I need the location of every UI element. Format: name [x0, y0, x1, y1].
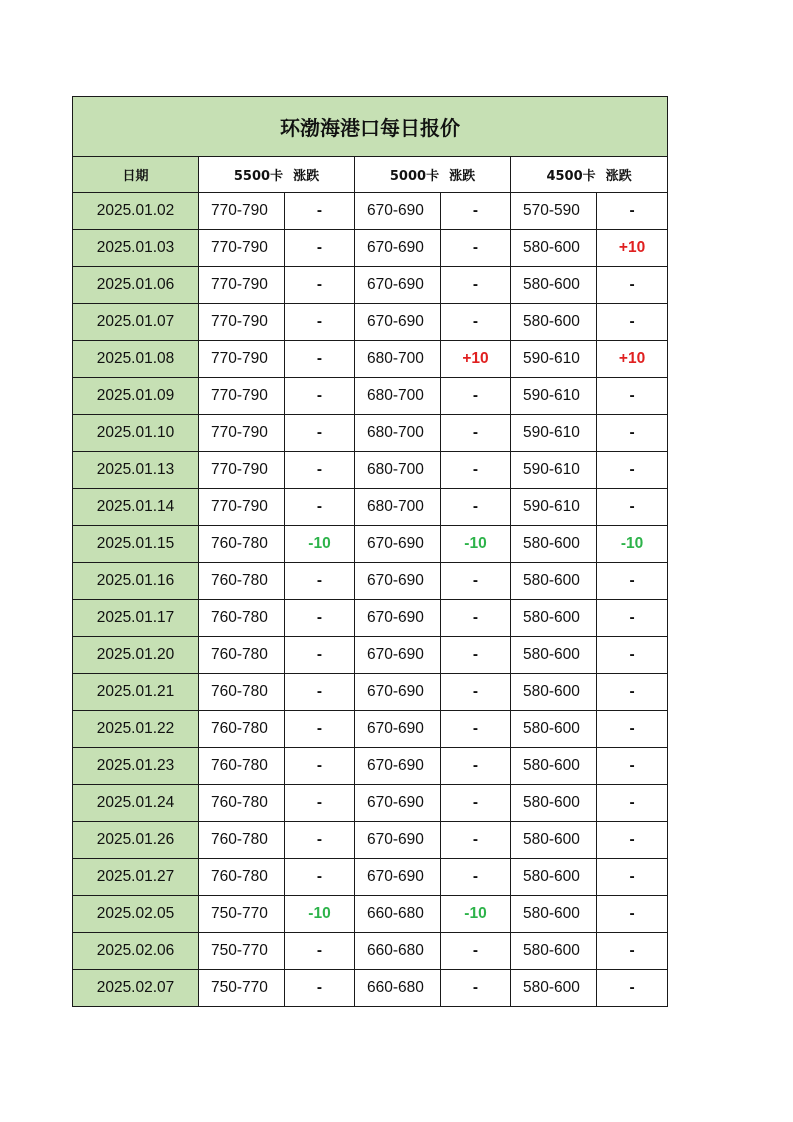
- price-5000-cell: 670-690: [355, 822, 441, 859]
- header-change-5500: 涨跌: [293, 169, 320, 184]
- date-cell: 2025.02.07: [73, 970, 199, 1007]
- table-row: [73, 970, 668, 1007]
- price-4500-cell: 590-610: [511, 415, 597, 452]
- change-4500-cell: +10: [597, 341, 668, 378]
- price-4500-cell: 590-610: [511, 489, 597, 526]
- change-5500-cell: -: [285, 563, 355, 600]
- header-grade-4500: 4500卡: [546, 169, 596, 184]
- price-4500-cell: 580-600: [511, 896, 597, 933]
- change-5000-cell: -: [441, 452, 511, 489]
- change-4500-cell: -: [597, 193, 668, 230]
- change-5500-cell: -: [285, 378, 355, 415]
- change-4500-cell: -: [597, 748, 668, 785]
- change-5000-cell: -: [441, 489, 511, 526]
- price-5000-cell: 660-680: [355, 970, 441, 1007]
- date-cell: 2025.01.26: [73, 822, 199, 859]
- table-row: [73, 785, 668, 822]
- price-4500-cell: 580-600: [511, 267, 597, 304]
- header-change-4500: 涨跌: [605, 169, 632, 184]
- price-5000-cell: 680-700: [355, 415, 441, 452]
- change-5000-cell: -: [441, 637, 511, 674]
- change-4500-cell: -: [597, 785, 668, 822]
- table-row: [73, 526, 668, 563]
- header-group-4500: [511, 157, 668, 193]
- table-row: [73, 563, 668, 600]
- price-5500-cell: 770-790: [199, 341, 285, 378]
- change-5000-cell: -: [441, 748, 511, 785]
- change-4500-cell: -: [597, 674, 668, 711]
- table-row: [73, 822, 668, 859]
- change-5000-cell: -: [441, 267, 511, 304]
- change-4500-cell: -: [597, 563, 668, 600]
- price-4500-cell: 580-600: [511, 526, 597, 563]
- price-5000-cell: 670-690: [355, 785, 441, 822]
- price-5000-cell: 670-690: [355, 600, 441, 637]
- price-5500-cell: 760-780: [199, 637, 285, 674]
- date-cell: 2025.01.02: [73, 193, 199, 230]
- price-4500-cell: 580-600: [511, 859, 597, 896]
- price-5500-cell: 760-780: [199, 785, 285, 822]
- date-cell: 2025.01.16: [73, 563, 199, 600]
- change-5500-cell: -: [285, 489, 355, 526]
- price-4500-cell: 580-600: [511, 970, 597, 1007]
- change-5500-cell: -: [285, 341, 355, 378]
- change-5500-cell: -10: [285, 526, 355, 563]
- price-4500-cell: 580-600: [511, 785, 597, 822]
- price-4500-cell: 580-600: [511, 230, 597, 267]
- change-5500-cell: -: [285, 674, 355, 711]
- change-5500-cell: -: [285, 859, 355, 896]
- price-4500-cell: 590-610: [511, 378, 597, 415]
- price-5000-cell: 670-690: [355, 711, 441, 748]
- change-5500-cell: -: [285, 970, 355, 1007]
- date-cell: 2025.02.06: [73, 933, 199, 970]
- price-5000-cell: 670-690: [355, 193, 441, 230]
- change-5000-cell: -: [441, 822, 511, 859]
- price-4500-cell: 580-600: [511, 711, 597, 748]
- table-row: [73, 637, 668, 674]
- price-4500-cell: 580-600: [511, 637, 597, 674]
- header-change-5000: 涨跌: [449, 169, 476, 184]
- header-group-5000: [355, 157, 511, 193]
- change-4500-cell: +10: [597, 230, 668, 267]
- price-5000-cell: 670-690: [355, 637, 441, 674]
- price-5000-cell: 680-700: [355, 341, 441, 378]
- change-4500-cell: -: [597, 933, 668, 970]
- table-row: [73, 230, 668, 267]
- change-5500-cell: -: [285, 230, 355, 267]
- table-row: [73, 267, 668, 304]
- change-5500-cell: -: [285, 452, 355, 489]
- date-cell: 2025.01.10: [73, 415, 199, 452]
- price-5000-cell: 670-690: [355, 230, 441, 267]
- price-5500-cell: 770-790: [199, 489, 285, 526]
- date-cell: 2025.01.22: [73, 711, 199, 748]
- price-5500-cell: 750-770: [199, 970, 285, 1007]
- table-row: [73, 674, 668, 711]
- change-5500-cell: -: [285, 193, 355, 230]
- table-title: 环渤海港口每日报价: [73, 97, 668, 157]
- change-5000-cell: -: [441, 859, 511, 896]
- table-row: [73, 748, 668, 785]
- change-5500-cell: -: [285, 933, 355, 970]
- price-5500-cell: 770-790: [199, 378, 285, 415]
- change-4500-cell: -: [597, 415, 668, 452]
- change-5000-cell: -: [441, 933, 511, 970]
- table-row: [73, 711, 668, 748]
- change-5000-cell: +10: [441, 341, 511, 378]
- table-row: [73, 304, 668, 341]
- price-5000-cell: 670-690: [355, 748, 441, 785]
- change-5500-cell: -10: [285, 896, 355, 933]
- price-5000-cell: 680-700: [355, 452, 441, 489]
- change-5000-cell: -: [441, 193, 511, 230]
- price-5500-cell: 760-780: [199, 859, 285, 896]
- table-row: [73, 415, 668, 452]
- date-cell: 2025.01.21: [73, 674, 199, 711]
- change-5000-cell: -: [441, 378, 511, 415]
- table-row: [73, 341, 668, 378]
- price-5500-cell: 770-790: [199, 230, 285, 267]
- header-grade-5000: 5000卡: [389, 169, 440, 184]
- table-body: [73, 193, 668, 1007]
- price-5000-cell: 670-690: [355, 563, 441, 600]
- change-5000-cell: -10: [441, 896, 511, 933]
- price-4500-cell: 580-600: [511, 304, 597, 341]
- change-5000-cell: -: [441, 711, 511, 748]
- price-5000-cell: 670-690: [355, 526, 441, 563]
- price-4500-cell: 570-590: [511, 193, 597, 230]
- change-5000-cell: -: [441, 785, 511, 822]
- date-cell: 2025.01.08: [73, 341, 199, 378]
- header-grade-5500: 5500卡: [233, 169, 284, 184]
- change-4500-cell: -: [597, 822, 668, 859]
- table-row: [73, 600, 668, 637]
- header-date: 日期: [73, 157, 199, 193]
- table-row: [73, 489, 668, 526]
- date-cell: 2025.01.03: [73, 230, 199, 267]
- change-4500-cell: -: [597, 600, 668, 637]
- price-5500-cell: 750-770: [199, 896, 285, 933]
- price-4500-cell: 580-600: [511, 674, 597, 711]
- price-4500-cell: 580-600: [511, 600, 597, 637]
- price-5500-cell: 770-790: [199, 452, 285, 489]
- change-4500-cell: -: [597, 304, 668, 341]
- date-cell: 2025.02.05: [73, 896, 199, 933]
- date-cell: 2025.01.07: [73, 304, 199, 341]
- date-cell: 2025.01.17: [73, 600, 199, 637]
- date-cell: 2025.01.13: [73, 452, 199, 489]
- change-4500-cell: -: [597, 896, 668, 933]
- change-5000-cell: -: [441, 304, 511, 341]
- price-5000-cell: 670-690: [355, 267, 441, 304]
- change-5000-cell: -: [441, 230, 511, 267]
- change-4500-cell: -10: [597, 526, 668, 563]
- price-4500-cell: 580-600: [511, 933, 597, 970]
- change-5000-cell: -10: [441, 526, 511, 563]
- price-5000-cell: 680-700: [355, 378, 441, 415]
- change-4500-cell: -: [597, 637, 668, 674]
- change-5000-cell: -: [441, 600, 511, 637]
- change-5500-cell: -: [285, 748, 355, 785]
- header-group-5500: [199, 157, 355, 193]
- change-4500-cell: -: [597, 489, 668, 526]
- price-5500-cell: 760-780: [199, 822, 285, 859]
- change-5500-cell: -: [285, 415, 355, 452]
- price-table: [72, 96, 668, 1007]
- table-row: [73, 452, 668, 489]
- change-4500-cell: -: [597, 452, 668, 489]
- change-5500-cell: -: [285, 304, 355, 341]
- price-5500-cell: 770-790: [199, 193, 285, 230]
- change-4500-cell: -: [597, 711, 668, 748]
- date-cell: 2025.01.24: [73, 785, 199, 822]
- price-4500-cell: 590-610: [511, 452, 597, 489]
- price-5500-cell: 770-790: [199, 304, 285, 341]
- table-row: [73, 378, 668, 415]
- table-row: [73, 193, 668, 230]
- price-5500-cell: 760-780: [199, 526, 285, 563]
- date-cell: 2025.01.09: [73, 378, 199, 415]
- price-5500-cell: 770-790: [199, 267, 285, 304]
- change-5500-cell: -: [285, 637, 355, 674]
- date-cell: 2025.01.20: [73, 637, 199, 674]
- price-4500-cell: 590-610: [511, 341, 597, 378]
- date-cell: 2025.01.15: [73, 526, 199, 563]
- change-4500-cell: -: [597, 859, 668, 896]
- table-row: [73, 859, 668, 896]
- price-5500-cell: 760-780: [199, 600, 285, 637]
- price-5500-cell: 760-780: [199, 674, 285, 711]
- change-5500-cell: -: [285, 711, 355, 748]
- price-5500-cell: 760-780: [199, 563, 285, 600]
- price-5000-cell: 680-700: [355, 489, 441, 526]
- price-5500-cell: 760-780: [199, 748, 285, 785]
- change-5500-cell: -: [285, 267, 355, 304]
- change-5000-cell: -: [441, 563, 511, 600]
- price-5500-cell: 760-780: [199, 711, 285, 748]
- date-cell: 2025.01.23: [73, 748, 199, 785]
- price-4500-cell: 580-600: [511, 748, 597, 785]
- change-4500-cell: -: [597, 970, 668, 1007]
- table-row: [73, 896, 668, 933]
- change-5000-cell: -: [441, 970, 511, 1007]
- price-4500-cell: 580-600: [511, 563, 597, 600]
- change-5500-cell: -: [285, 600, 355, 637]
- date-cell: 2025.01.27: [73, 859, 199, 896]
- change-5500-cell: -: [285, 785, 355, 822]
- price-5000-cell: 660-680: [355, 896, 441, 933]
- change-5000-cell: -: [441, 415, 511, 452]
- price-5000-cell: 670-690: [355, 674, 441, 711]
- price-5500-cell: 750-770: [199, 933, 285, 970]
- price-5000-cell: 670-690: [355, 859, 441, 896]
- price-5000-cell: 670-690: [355, 304, 441, 341]
- change-4500-cell: -: [597, 378, 668, 415]
- price-5500-cell: 770-790: [199, 415, 285, 452]
- change-5500-cell: -: [285, 822, 355, 859]
- table-row: [73, 933, 668, 970]
- change-4500-cell: -: [597, 267, 668, 304]
- change-5000-cell: -: [441, 674, 511, 711]
- price-4500-cell: 580-600: [511, 822, 597, 859]
- date-cell: 2025.01.06: [73, 267, 199, 304]
- price-5000-cell: 660-680: [355, 933, 441, 970]
- date-cell: 2025.01.14: [73, 489, 199, 526]
